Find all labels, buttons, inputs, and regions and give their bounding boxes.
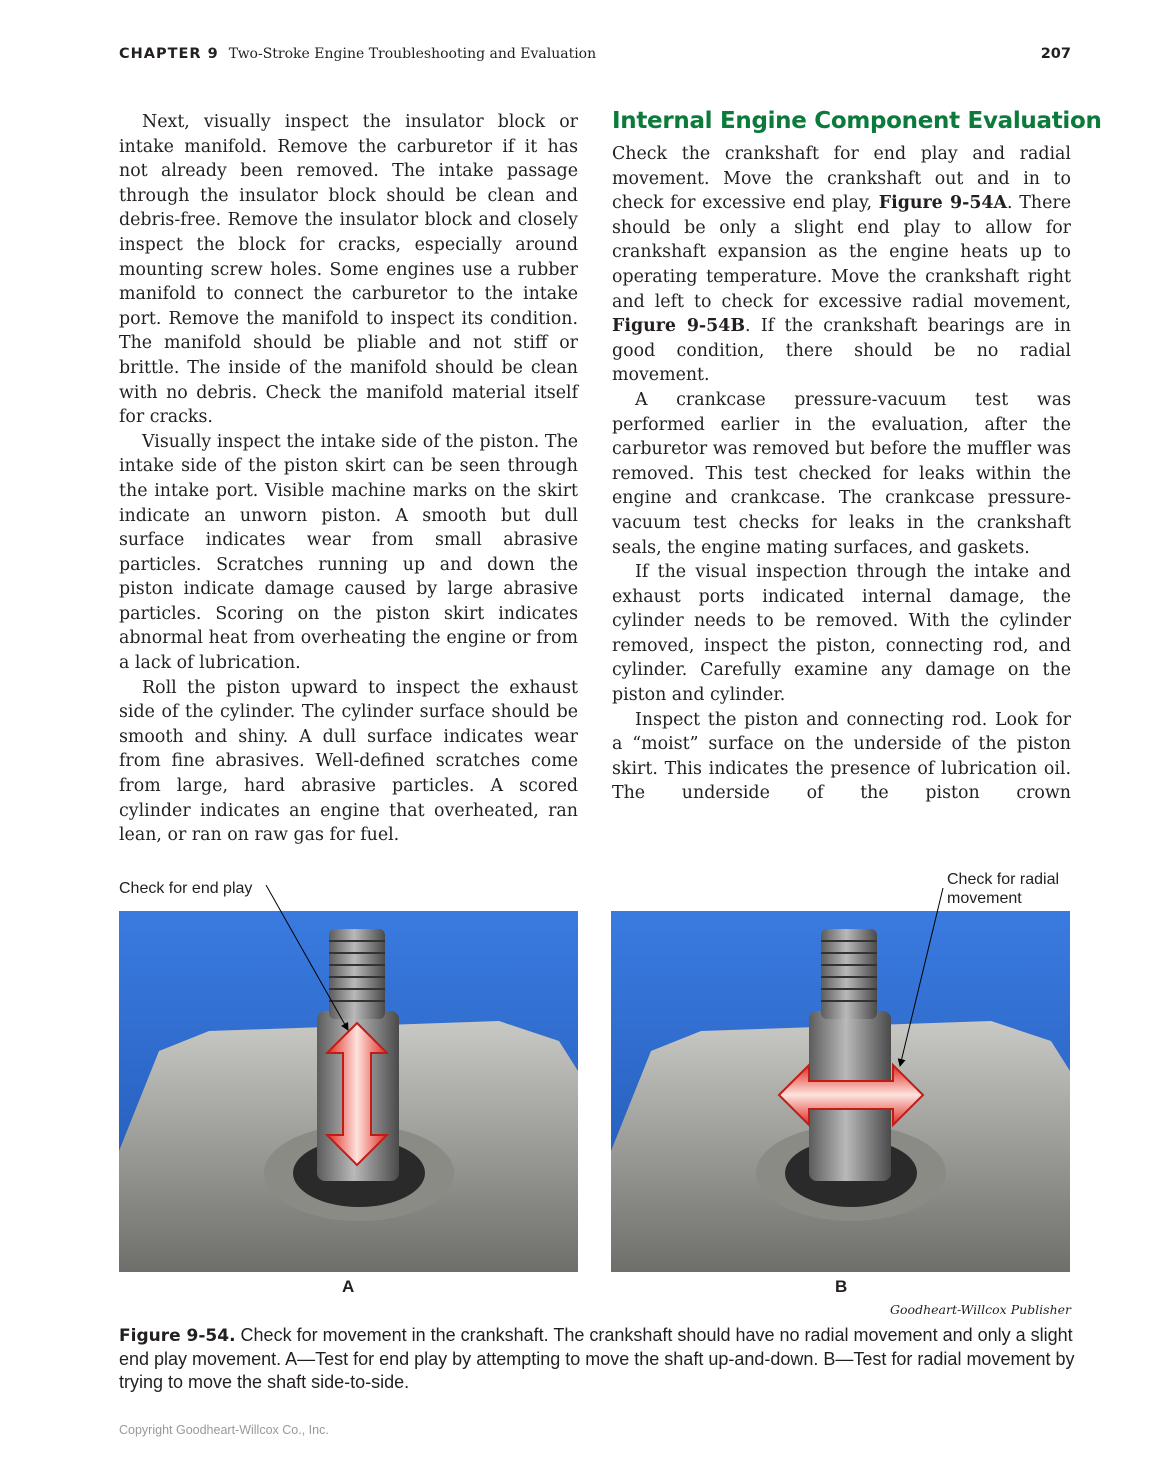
left-column [119,110,578,848]
photo-credit: Goodheart-Willcox Publisher [890,1302,1071,1317]
right-column [612,142,1071,806]
callout-radial-movement: Check for radial movement [947,871,1060,907]
figure-label-a: A [342,1277,355,1296]
section-heading: Internal Engine Component Evaluation [612,108,1102,134]
paragraph: Inspect the piston and connecting rod. Look for a “moist” surface on the underside of the piston skirt. This indicates the presence of lubrication oil. The underside of the piston crown [612,709,1071,804]
page-number: 207 [1040,46,1071,62]
paragraph: Roll the piston upward to inspect the exhaust side of the cylinder. The cylinder surface should be smooth and shiny. A dull surface indicates wear from fine abrasives. Well-defined scratches come from large, hard abrasive particles. A scored cylinder indicates an engine that overheated, ran lean, or ran on raw gas for fuel. [119,677,578,846]
caption-number: Figure 9-54. [119,1326,236,1346]
text: . There should be only a slight end play to allow for crankshaft expansion as the engine heats up to operating temperature. Move the crankshaft right and left to check for excessive radial movement, [612,193,1071,312]
running-header [119,46,1071,68]
text: Check the crankshaft for end play and radial movement. Move the crankshaft out and in to check for excessive end play, [612,144,1071,214]
figure-label-b: B [835,1277,848,1296]
paragraph [612,142,1071,388]
paragraph: Visually inspect the intake side of the piston. The intake side of the piston skirt can be seen through the intake port. Visible machine marks on the skirt indicate an unworn piston. A smooth but dull surface indicates wear from small abrasive particles. Scratches running up and down the piston indicate damage caused by large abrasive particles. Scoring on the piston skirt indicates abnormal heat from overheating the engine or from a lack of lubrication. [119,431,578,674]
caption-text: Check for movement in the crankshaft. The crankshaft should have no radial movement and only a slight end play movement. A—Test for end play by attempting to move the shaft up-and-down. B—Test for radial movement by trying to move the shaft side-to-side. [119,1325,1075,1392]
photo-figure-b [611,911,1070,1272]
text: . If the crankshaft bearings are in good condition, there should be no radial movement. [612,316,1071,386]
chapter-title: Two-Stroke Engine Troubleshooting and Evaluation [228,46,597,62]
photo-figure-a [119,911,578,1272]
paragraph: Next, visually inspect the insulator block or intake manifold. Remove the carburetor if it has not already been removed. The intake passage through the insulator block should be clean and debris-free. Remove the insulator block and closely inspect the block for cracks, especially around mounting screw holes. Some engines use a rubber manifold to connect the carburetor to the intake port. Remove the manifold to inspect its condition. The manifold should be pliable and not stiff or brittle. The inside of the manifold should be clean with no debris. Check the manifold material itself for cracks. [119,112,578,428]
chapter-label: CHAPTER 9 [119,46,219,62]
callout-end-play: Check for end play [119,880,253,897]
paragraph: A crankcase pressure-vacuum test was performed earlier in the evaluation, after the carburetor was removed but before the muffler was removed. This test checked for leaks within the engine and crankcase. The crankcase pressure-vacuum test checks for leaks in the crankshaft seals, the engine mating surfaces, and gaskets. [612,389,1071,558]
paragraph: If the visual inspection through the intake and exhaust ports indicated internal damage, the cylinder needs to be removed. With the cylinder removed, inspect the piston, connecting rod, and cylinder. Carefully examine any damage on the piston and cylinder. [612,562,1071,706]
figure-caption [119,1324,1079,1394]
figure-reference: Figure 9-54B [612,316,746,337]
figure-reference: Figure 9-54A [878,193,1008,214]
copyright: Copyright Goodheart-Willcox Co., Inc. [119,1423,329,1437]
